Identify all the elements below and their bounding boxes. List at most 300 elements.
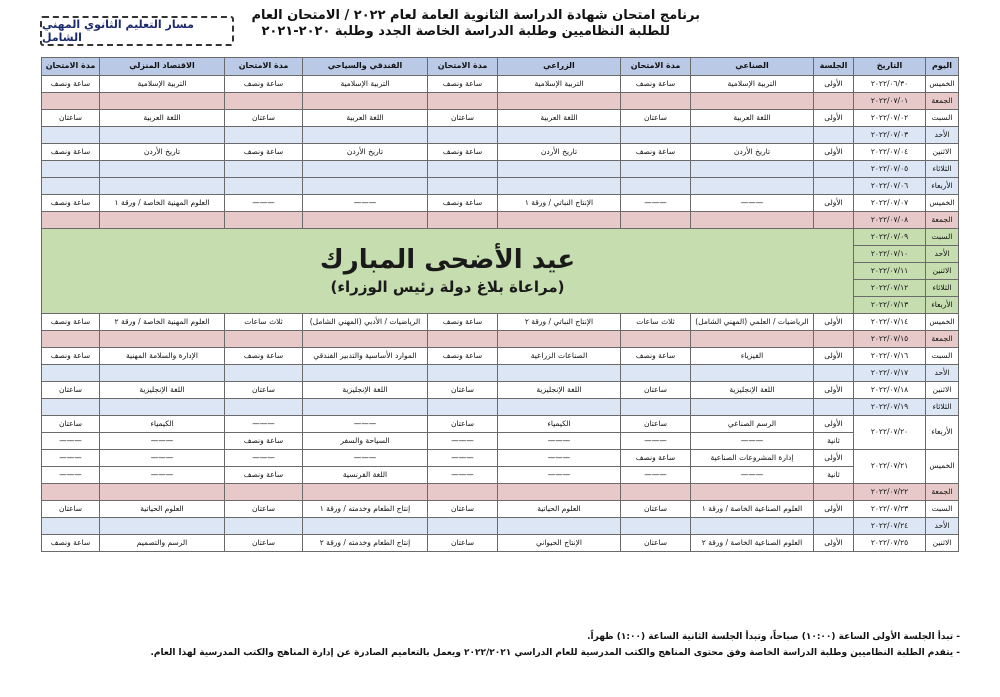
subject-cell (691, 518, 814, 535)
duration-cell: ——— (225, 416, 303, 433)
subject-cell (691, 331, 814, 348)
session-cell: الأولى (814, 195, 854, 212)
duration-cell (42, 93, 100, 110)
duration-cell (621, 93, 691, 110)
subject-cell (303, 484, 428, 501)
duration-cell (42, 178, 100, 195)
duration-cell: ساعة ونصف (428, 144, 498, 161)
date-cell: ٢٠٢٢/٠٧/١٣ (854, 297, 926, 314)
duration-cell (42, 127, 100, 144)
subject-cell (100, 365, 225, 382)
duration-cell: ساعتان (225, 110, 303, 127)
duration-cell: ساعة ونصف (42, 314, 100, 331)
duration-cell: ساعتان (621, 535, 691, 552)
duration-cell (621, 212, 691, 229)
session-cell: الأولى (814, 382, 854, 399)
subject-cell: ——— (498, 467, 621, 484)
subject-cell (691, 93, 814, 110)
session-cell (814, 212, 854, 229)
subject-cell: التربية الإسلامية (100, 76, 225, 93)
session-cell: ثانية (814, 467, 854, 484)
subject-cell (691, 127, 814, 144)
subject-cell (691, 212, 814, 229)
duration-cell: ساعتان (428, 501, 498, 518)
subject-cell: الكيمياء (100, 416, 225, 433)
duration-cell: ساعة ونصف (225, 348, 303, 365)
subject-cell (100, 518, 225, 535)
column-header: التاريخ (854, 58, 926, 76)
duration-cell: ساعة ونصف (428, 76, 498, 93)
subject-cell (691, 365, 814, 382)
duration-cell (42, 399, 100, 416)
session-cell: الأولى (814, 450, 854, 467)
subject-cell: اللغة الإنجليزية (691, 382, 814, 399)
subject-cell (691, 178, 814, 195)
duration-cell: ساعتان (621, 382, 691, 399)
duration-cell: ——— (42, 433, 100, 450)
duration-cell (225, 93, 303, 110)
subject-cell: ——— (100, 450, 225, 467)
column-header: الفندقي والسياحي (303, 58, 428, 76)
duration-cell: ساعة ونصف (428, 314, 498, 331)
duration-cell (428, 331, 498, 348)
duration-cell (621, 331, 691, 348)
duration-cell: ساعة ونصف (42, 348, 100, 365)
subject-cell: ——— (100, 433, 225, 450)
subject-cell: تاريخ الأردن (691, 144, 814, 161)
date-cell: ٢٠٢٢/٠٧/٠٥ (854, 161, 926, 178)
subject-cell (498, 178, 621, 195)
subject-cell: تاريخ الأردن (303, 144, 428, 161)
duration-cell: ساعة ونصف (42, 195, 100, 212)
subject-cell: الرياضيات / الأدبي (المهني الشامل) (303, 314, 428, 331)
subject-cell: ——— (691, 195, 814, 212)
subject-cell: السياحة والسفر (303, 433, 428, 450)
duration-cell: ساعة ونصف (225, 433, 303, 450)
session-cell: الأولى (814, 348, 854, 365)
duration-cell: ——— (621, 433, 691, 450)
day-cell: الجمعة (926, 212, 959, 229)
day-cell: الاثنين (926, 382, 959, 399)
date-cell: ٢٠٢٢/٠٧/٠٧ (854, 195, 926, 212)
duration-cell (621, 518, 691, 535)
column-header: مدة الامتحان (42, 58, 100, 76)
duration-cell (428, 484, 498, 501)
table-row (42, 178, 959, 195)
subject-cell (100, 161, 225, 178)
column-header: اليوم (926, 58, 959, 76)
table-row (42, 331, 959, 348)
day-cell: السبت (926, 110, 959, 127)
subject-cell: الرسم الصناعي (691, 416, 814, 433)
document-subtitle: للطلبة النظاميين وطلبة الدراسة الخاصة الجدد وطلبة ٢٠٢٠-٢٠٢١ (261, 24, 670, 39)
holiday-title: عيد الأضحى المبارك (319, 244, 576, 275)
date-cell: ٢٠٢٢/٠٧/٢٢ (854, 484, 926, 501)
subject-cell (498, 399, 621, 416)
subject-cell (691, 484, 814, 501)
table-header-row (42, 58, 959, 76)
day-cell: الأحد (926, 127, 959, 144)
subject-cell: إنتاج الطعام وخدمته / ورقة ٢ (303, 535, 428, 552)
duration-cell: ——— (428, 467, 498, 484)
duration-cell: ——— (225, 450, 303, 467)
duration-cell (225, 331, 303, 348)
duration-cell: ساعتان (428, 382, 498, 399)
subject-cell (498, 161, 621, 178)
session-cell (814, 331, 854, 348)
subject-cell: الإنتاج الحيواني (498, 535, 621, 552)
date-cell: ٢٠٢٢/٠٧/١٠ (854, 246, 926, 263)
table-row (42, 467, 959, 484)
session-cell (814, 399, 854, 416)
duration-cell: ساعة ونصف (621, 144, 691, 161)
duration-cell (428, 399, 498, 416)
subject-cell (303, 212, 428, 229)
date-cell: ٢٠٢٢/٠٧/٠٩ (854, 229, 926, 246)
subject-cell (303, 161, 428, 178)
duration-cell: ساعتان (225, 382, 303, 399)
subject-cell: اللغة العربية (691, 110, 814, 127)
session-cell (814, 93, 854, 110)
duration-cell (621, 484, 691, 501)
session-cell: الأولى (814, 416, 854, 433)
subject-cell (100, 212, 225, 229)
subject-cell: الإنتاج النباتي / ورقة ٢ (498, 314, 621, 331)
duration-cell (428, 178, 498, 195)
duration-cell: ساعة ونصف (225, 467, 303, 484)
date-cell: ٢٠٢٢/٠٧/٠٣ (854, 127, 926, 144)
session-cell (814, 178, 854, 195)
duration-cell (428, 93, 498, 110)
subject-cell (100, 484, 225, 501)
day-cell: الأحد (926, 518, 959, 535)
date-cell: ٢٠٢٢/٠٧/٢٠ (854, 416, 926, 450)
duration-cell (42, 331, 100, 348)
subject-cell (498, 212, 621, 229)
table-row (42, 144, 959, 161)
subject-cell: اللغة العربية (303, 110, 428, 127)
subject-cell (100, 178, 225, 195)
table-row-holiday (42, 229, 959, 246)
subject-cell: التربية الإسلامية (498, 76, 621, 93)
date-cell: ٢٠٢٢/٠٧/١٨ (854, 382, 926, 399)
duration-cell (225, 365, 303, 382)
day-cell: الجمعة (926, 93, 959, 110)
duration-cell (621, 127, 691, 144)
duration-cell: ساعتان (42, 110, 100, 127)
subject-cell: التربية الإسلامية (303, 76, 428, 93)
subject-cell: ——— (303, 450, 428, 467)
duration-cell: ثلاث ساعات (621, 314, 691, 331)
duration-cell: ——— (225, 195, 303, 212)
day-cell: الأحد (926, 246, 959, 263)
subject-cell: الفيزياء (691, 348, 814, 365)
session-cell: الأولى (814, 535, 854, 552)
subject-cell: تاريخ الأردن (100, 144, 225, 161)
table-row (42, 161, 959, 178)
session-cell (814, 127, 854, 144)
session-cell (814, 161, 854, 178)
duration-cell: ساعتان (42, 416, 100, 433)
date-cell: ٢٠٢٢/٠٧/١٤ (854, 314, 926, 331)
date-cell: ٢٠٢٢/٠٧/٠٤ (854, 144, 926, 161)
column-header: الزراعي (498, 58, 621, 76)
table-row (42, 416, 959, 433)
subject-cell (498, 93, 621, 110)
column-header: مدة الامتحان (428, 58, 498, 76)
subject-cell (100, 399, 225, 416)
duration-cell: ——— (428, 450, 498, 467)
footer-note-1: - تبدأ الجلسة الأولى الساعة (١٠:٠٠) صباحاً، وتبدأ الجلسة الثانية الساعة (١:٠٠) ظهراً. (587, 632, 960, 642)
subject-cell: الموارد الأساسية والتدبير الفندقي (303, 348, 428, 365)
duration-cell: ——— (428, 433, 498, 450)
session-cell: الأولى (814, 501, 854, 518)
duration-cell: ساعة ونصف (621, 76, 691, 93)
table-row (42, 535, 959, 552)
subject-cell: ——— (498, 433, 621, 450)
duration-cell (225, 127, 303, 144)
subject-cell: الصناعات الزراعية (498, 348, 621, 365)
duration-cell: ——— (621, 195, 691, 212)
duration-cell (42, 365, 100, 382)
day-cell: الأربعاء (926, 416, 959, 450)
holiday-note: (مراعاة بلاغ دولة رئيس الوزراء) (330, 278, 565, 297)
duration-cell: ساعتان (621, 110, 691, 127)
day-cell: الاثنين (926, 144, 959, 161)
subject-cell: اللغة العربية (100, 110, 225, 127)
date-cell: ٢٠٢٢/٠٦/٣٠ (854, 76, 926, 93)
duration-cell (621, 178, 691, 195)
table-row (42, 365, 959, 382)
day-cell: الخميس (926, 76, 959, 93)
date-cell: ٢٠٢٢/٠٧/٠١ (854, 93, 926, 110)
subject-cell: ——— (100, 467, 225, 484)
duration-cell: ساعة ونصف (621, 348, 691, 365)
subject-cell: اللغة الإنجليزية (498, 382, 621, 399)
duration-cell: ——— (621, 467, 691, 484)
subject-cell: العلوم الصناعية الخاصة / ورقة ٢ (691, 535, 814, 552)
day-cell: الأحد (926, 365, 959, 382)
date-cell: ٢٠٢٢/٠٧/١٧ (854, 365, 926, 382)
subject-cell (303, 127, 428, 144)
day-cell: الخميس (926, 195, 959, 212)
session-cell: ثانية (814, 433, 854, 450)
subject-cell: التربية الإسلامية (691, 76, 814, 93)
column-header: الجلسة (814, 58, 854, 76)
duration-cell (225, 161, 303, 178)
duration-cell: ساعتان (428, 416, 498, 433)
subject-cell: ——— (691, 433, 814, 450)
holiday-banner (42, 229, 854, 314)
date-cell: ٢٠٢٢/٠٧/١٩ (854, 399, 926, 416)
duration-cell: ساعتان (42, 382, 100, 399)
duration-cell (42, 161, 100, 178)
session-cell: الأولى (814, 144, 854, 161)
day-cell: الاثنين (926, 535, 959, 552)
subject-cell: العلوم المهنية الخاصة / ورقة ١ (100, 195, 225, 212)
track-badge: مسار التعليم الثانوي المهني الشامل (40, 16, 234, 46)
table-row (42, 484, 959, 501)
document-title: برنامج امتحان شهادة الدراسة الثانوية العامة لعام ٢٠٢٢ / الامتحان العام (251, 8, 700, 23)
subject-cell (691, 399, 814, 416)
date-cell: ٢٠٢٢/٠٧/٢٥ (854, 535, 926, 552)
table-row (42, 399, 959, 416)
duration-cell: ساعتان (42, 501, 100, 518)
exam-schedule-table (41, 57, 959, 552)
day-cell: الأربعاء (926, 297, 959, 314)
subject-cell: العلوم الحياتية (100, 501, 225, 518)
subject-cell: العلوم الحياتية (498, 501, 621, 518)
duration-cell (225, 178, 303, 195)
subject-cell: إنتاج الطعام وخدمته / ورقة ١ (303, 501, 428, 518)
duration-cell (428, 365, 498, 382)
subject-cell: الإدارة والسلامة المهنية (100, 348, 225, 365)
duration-cell: ساعة ونصف (225, 76, 303, 93)
subject-cell (498, 365, 621, 382)
duration-cell: ساعة ونصف (42, 144, 100, 161)
date-cell: ٢٠٢٢/٠٧/١٥ (854, 331, 926, 348)
day-cell: الخميس (926, 450, 959, 484)
date-cell: ٢٠٢٢/٠٧/٢١ (854, 450, 926, 484)
table-row (42, 195, 959, 212)
duration-cell (42, 484, 100, 501)
subject-cell: العلوم المهنية الخاصة / ورقة ٢ (100, 314, 225, 331)
duration-cell (428, 161, 498, 178)
table-row (42, 518, 959, 535)
column-header: الصناعي (691, 58, 814, 76)
table-row (42, 501, 959, 518)
duration-cell: ساعة ونصف (428, 195, 498, 212)
duration-cell: ساعتان (621, 501, 691, 518)
day-cell: الجمعة (926, 484, 959, 501)
table-row (42, 433, 959, 450)
date-cell: ٢٠٢٢/٠٧/١١ (854, 263, 926, 280)
day-cell: السبت (926, 348, 959, 365)
duration-cell (42, 518, 100, 535)
day-cell: الاثنين (926, 263, 959, 280)
subject-cell (498, 484, 621, 501)
duration-cell (42, 212, 100, 229)
session-cell (814, 518, 854, 535)
subject-cell: إدارة المشروعات الصناعية (691, 450, 814, 467)
duration-cell (428, 127, 498, 144)
day-cell: الثلاثاء (926, 280, 959, 297)
duration-cell: ساعة ونصف (621, 450, 691, 467)
column-header: مدة الامتحان (621, 58, 691, 76)
date-cell: ٢٠٢٢/٠٧/٢٣ (854, 501, 926, 518)
duration-cell: ——— (42, 450, 100, 467)
subject-cell (303, 331, 428, 348)
table-row (42, 382, 959, 399)
subject-cell: ——— (498, 450, 621, 467)
subject-cell: الكيمياء (498, 416, 621, 433)
duration-cell (428, 212, 498, 229)
duration-cell: ساعة ونصف (42, 76, 100, 93)
session-cell: الأولى (814, 314, 854, 331)
date-cell: ٢٠٢٢/٠٧/٠٢ (854, 110, 926, 127)
subject-cell (100, 93, 225, 110)
subject-cell (691, 161, 814, 178)
subject-cell: الرياضيات / العلمي (المهني الشامل) (691, 314, 814, 331)
day-cell: الجمعة (926, 331, 959, 348)
duration-cell (225, 212, 303, 229)
table-row (42, 76, 959, 93)
subject-cell (303, 178, 428, 195)
duration-cell (225, 518, 303, 535)
date-cell: ٢٠٢٢/٠٧/٠٦ (854, 178, 926, 195)
duration-cell (621, 161, 691, 178)
table-row (42, 93, 959, 110)
table-row (42, 127, 959, 144)
subject-cell (303, 399, 428, 416)
subject-cell: العلوم الصناعية الخاصة / ورقة ١ (691, 501, 814, 518)
duration-cell: ثلاث ساعات (225, 314, 303, 331)
duration-cell: ساعتان (225, 535, 303, 552)
duration-cell: ——— (42, 467, 100, 484)
subject-cell (498, 127, 621, 144)
subject-cell (100, 331, 225, 348)
day-cell: الثلاثاء (926, 161, 959, 178)
duration-cell: ساعتان (621, 416, 691, 433)
duration-cell (225, 484, 303, 501)
day-cell: السبت (926, 229, 959, 246)
date-cell: ٢٠٢٢/٠٧/٢٤ (854, 518, 926, 535)
session-cell: الأولى (814, 76, 854, 93)
subject-cell (303, 365, 428, 382)
subject-cell: ——— (691, 467, 814, 484)
column-header: الاقتصاد المنزلي (100, 58, 225, 76)
day-cell: الخميس (926, 314, 959, 331)
table-row (42, 314, 959, 331)
table-row (42, 450, 959, 467)
subject-cell: اللغة الفرنسية (303, 467, 428, 484)
subject-cell: اللغة العربية (498, 110, 621, 127)
duration-cell (621, 365, 691, 382)
subject-cell (498, 331, 621, 348)
column-header: مدة الامتحان (225, 58, 303, 76)
subject-cell (303, 93, 428, 110)
table-row (42, 110, 959, 127)
subject-cell (100, 127, 225, 144)
duration-cell (225, 399, 303, 416)
subject-cell: اللغة الإنجليزية (100, 382, 225, 399)
day-cell: الثلاثاء (926, 399, 959, 416)
day-cell: السبت (926, 501, 959, 518)
day-cell: الأربعاء (926, 178, 959, 195)
subject-cell (498, 518, 621, 535)
session-cell (814, 365, 854, 382)
session-cell (814, 484, 854, 501)
duration-cell: ساعتان (428, 535, 498, 552)
footer-note-2: - يتقدم الطلبة النظاميين وطلبة الدراسة الخاصة وفق محتوى المناهج والكتب المدرسية للعام الدراسي ٢٠٢٢/٢٠٢١ ويعمل بالتعاميم الصادرة عن إدارة المناهج والكتب المدرسية لهذا العام. (150, 648, 960, 658)
table-row (42, 212, 959, 229)
subject-cell: الإنتاج النباتي / ورقة ١ (498, 195, 621, 212)
duration-cell (621, 399, 691, 416)
duration-cell (428, 518, 498, 535)
duration-cell: ساعة ونصف (42, 535, 100, 552)
subject-cell: ——— (303, 195, 428, 212)
date-cell: ٢٠٢٢/٠٧/١٢ (854, 280, 926, 297)
table-row (42, 348, 959, 365)
subject-cell: الرسم والتصميم (100, 535, 225, 552)
duration-cell: ساعتان (225, 501, 303, 518)
subject-cell (303, 518, 428, 535)
date-cell: ٢٠٢٢/٠٧/٠٨ (854, 212, 926, 229)
date-cell: ٢٠٢٢/٠٧/١٦ (854, 348, 926, 365)
session-cell: الأولى (814, 110, 854, 127)
subject-cell: تاريخ الأردن (498, 144, 621, 161)
duration-cell: ساعة ونصف (225, 144, 303, 161)
